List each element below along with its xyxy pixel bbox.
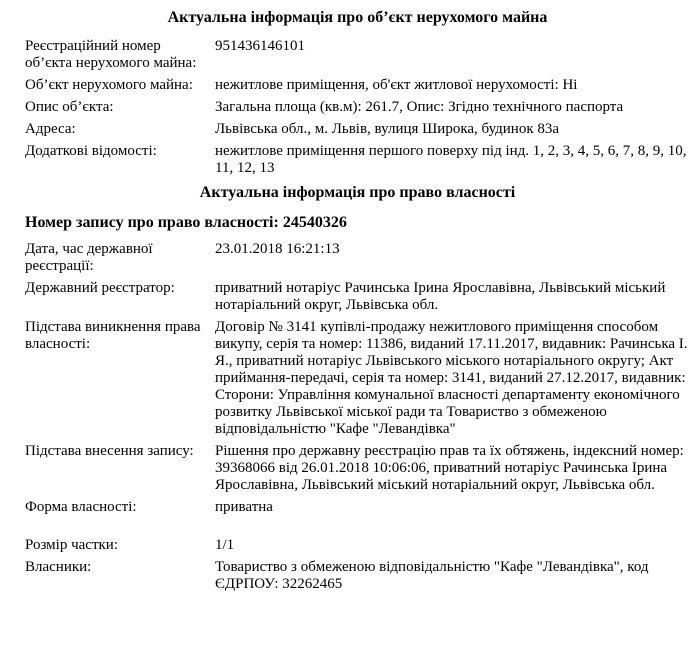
field-value: 951436146101 [215, 38, 305, 54]
field-value: Львівська обл., м. Львів, вулиця Широка, будинок 83а [215, 121, 560, 137]
field-label: Форма власності: [25, 499, 137, 515]
field-value: приватний нотаріус Рачинська Ірина Ярославівна, Львівський міський нотаріальний округ, Львівська обл. [215, 280, 666, 313]
field-label: Підстава виникнення права власності: [25, 319, 201, 352]
field-label: Реєстраційний номер об’єкта нерухомого майна: [25, 38, 197, 71]
field-label: Адреса: [25, 121, 76, 137]
field-value: нежитлове приміщення першого поверху під інд. 1, 2, 3, 4, 5, 6, 7, 8, 9, 10, 11, 12, 13 [215, 143, 687, 176]
row-object-description [25, 99, 690, 116]
row-ownership-form [25, 499, 690, 516]
row-registration-number [25, 38, 690, 72]
row-owners [25, 559, 690, 593]
field-value: Загальна площа (кв.м): 261.7, Опис: Згідно технічного паспорта [215, 99, 624, 115]
field-value: Рішення про державну реєстрацію прав та їх обтяжень, індексний номер: 39368066 від 26.01.2018 10:06:06, приватний нотаріус Рачинська Ірина Ярославівна, Львівський міський нотаріальний округ, Львівська обл. [215, 443, 684, 493]
object-section-title: Актуальна інформація про об’єкт нерухомого майна [167, 9, 548, 26]
field-label: Підстава внесення запису: [25, 443, 194, 459]
row-address [25, 121, 690, 138]
row-ownership-basis [25, 319, 690, 438]
field-label: Державний реєстратор: [25, 280, 175, 296]
field-label: Опис об’єкта: [25, 99, 114, 115]
row-registration-datetime [25, 241, 690, 275]
row-object-type [25, 77, 690, 94]
field-value: 23.01.2018 16:21:13 [215, 241, 340, 257]
ownership-section-title: Актуальна інформація про право власності [199, 184, 516, 201]
row-state-registrar [25, 280, 690, 314]
field-label: Дата, час державної реєстрації: [25, 241, 153, 274]
field-label: Власники: [25, 559, 92, 575]
field-value: нежитлове приміщення, об'єкт житлової нерухомості: Ні [215, 77, 578, 93]
field-label: Розмір частки: [25, 537, 118, 553]
field-label: Об’єкт нерухомого майна: [25, 77, 193, 93]
field-value: 1/1 [215, 537, 235, 553]
ownership-record-number: Номер запису про право власності: 24540326 [25, 214, 347, 231]
row-additional-info [25, 143, 690, 177]
field-label: Додаткові відомості: [25, 143, 157, 159]
field-value: Договір № 3141 купівлі-продажу нежитлового приміщення способом викупу, серія та номер: 11386, виданий 17.11.2017, видавник: Рачинська І. Я., приватний нотаріус Львівського міського нотаріального округу; Акт приймання-передачі, серія та номер: 3141, виданий 27.12.2017, видавник: Сторони: Управління комунальної власності департаменту економічного розвитку Львівської міської ради та Товариство з обмеженою відповідальністю "Кафе "Левандівка" [215, 319, 688, 437]
field-value: Товариство з обмеженою відповідальністю "Кафе "Левандівка", код ЄДРПОУ: 32262465 [215, 559, 649, 592]
row-record-basis [25, 443, 690, 494]
field-value: приватна [215, 499, 273, 515]
row-share-size [25, 537, 690, 554]
